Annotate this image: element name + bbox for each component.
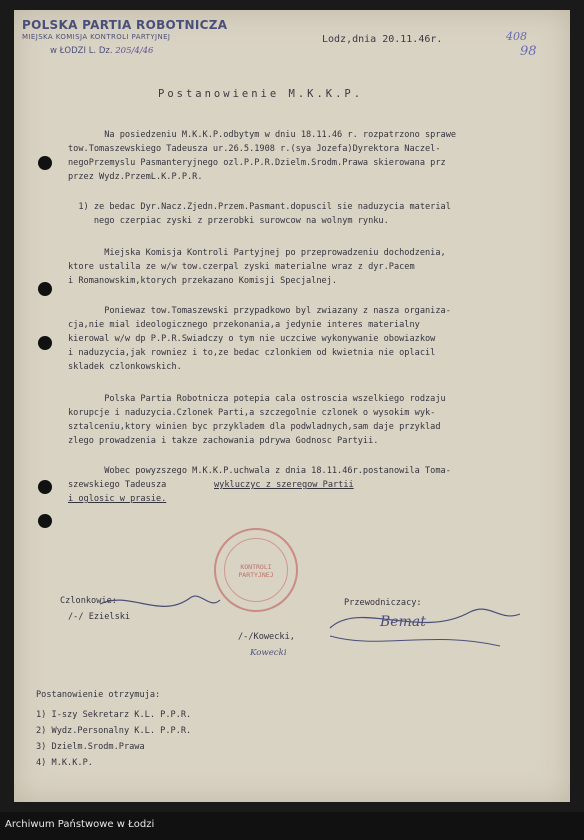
stamp-reference: w ŁODZI L. Dz. 205/4/46 (50, 46, 154, 56)
member-signature: /-/ Ezielski (68, 612, 131, 622)
archive-name: Archiwum Państwowe w Łodzi (5, 819, 155, 830)
stamp-commission: MIEJSKA KOMISJA KONTROLI PARTYJNEJ (22, 33, 171, 41)
document-title: Postanowienie M.K.K.P. (158, 88, 364, 100)
chairman-label: Przewodniczacy: (344, 598, 422, 608)
distribution-title: Postanowienie otrzymuja: (36, 690, 161, 700)
archive-footer (0, 812, 584, 840)
stamp-party-name: POLSKA PARTIA ROBOTNICZA (22, 18, 228, 32)
paragraph-5: Polska Partia Robotnicza potepia cala ostroscia wszelkiego rodzaju korupcje i naduzycia.Czlonek Parti,a szczegolnie czlonek o wysokim wyk- sztalceniu,ktory winien byc przykladem dla podwladnych,sam daje przyklad zlego prowadzenia i takze zachowania pdrywa Godnosc Partyii. (68, 394, 446, 446)
document-date: Lodz,dnia 20.11.46r. (322, 34, 443, 45)
distribution-item: 2) Wydz.Personalny K.L. P.P.R. (36, 726, 192, 736)
distribution-item: 3) Dzielm.Srodm.Prawa (36, 742, 145, 752)
paragraph-6: Wobec powyzszego M.K.K.P.uchwala z dnia 18.11.46r.postanowila Toma- szewskiego Tadeusza (68, 466, 451, 490)
member-signature-2: /-/Kowecki, (238, 632, 295, 642)
commission-seal: KONTROLI PARTYJNEJ (214, 528, 298, 612)
distribution-item: 1) I-szy Sekretarz K.L. P.P.R. (36, 710, 192, 720)
paragraph-1: Na posiedzeniu M.K.K.P.odbytym w dniu 18.11.46 r. rozpatrzono sprawe tow.Tomaszewskiego Tadeusza ur.26.5.1908 r.(sya Jozefa)Dyrektora Naczel- negoPrzemyslu Pasmanteryjnego ozl.P.P.R.Dzielm.Srodm.Prawa skierowana prz przez Wydz.PrzemL.K.P.P.R. (68, 130, 457, 182)
archive-mark: 408 (506, 30, 527, 43)
paragraph-3: Miejska Komisja Kontroli Partyjnej po przeprowadzeniu dochodzenia, ktore ustalila ze w/w tow.czerpal zyski materialne wraz z dyr.Pacem i Romanowskim,ktorych przekazano Komisji Specjalnej. (68, 248, 446, 286)
paragraph-4: Poniewaz tow.Tomaszewski przypadkowo byl zwiazany z nasza organiza- cja,nie mial ideologicznego przekonania,a jedynie interes materialny kierowal w/w dp P.P.R.Swiadczy o tym nie uczciwe wykonywanie obowiazkow i naduzycia,jak rowniez i to,ze bedac czlonkiem od kwietnia nie oplacil skladek czlonkowskich. (68, 306, 451, 372)
reference-number: 205/4/46 (115, 46, 154, 56)
members-label: Czlonkowie: (60, 596, 117, 606)
decision-text: wykluczyc z szeregow Partii (214, 480, 354, 490)
decision-text-2: i oglosic w prasie. (68, 494, 167, 504)
paragraph-2: 1) ze bedac Dyr.Nacz.Zjedn.Przem.Pasmant.dopuscil sie naduzycia material nego czerpiac zyski z przerobki surowcow na wolnym rynku. (78, 202, 451, 226)
page-number: 98 (520, 44, 537, 59)
chairman-signature: Bemat (380, 614, 426, 630)
distribution-item: 4) M.K.K.P. (36, 758, 93, 768)
handwritten-signature: Kowecki (250, 648, 287, 658)
